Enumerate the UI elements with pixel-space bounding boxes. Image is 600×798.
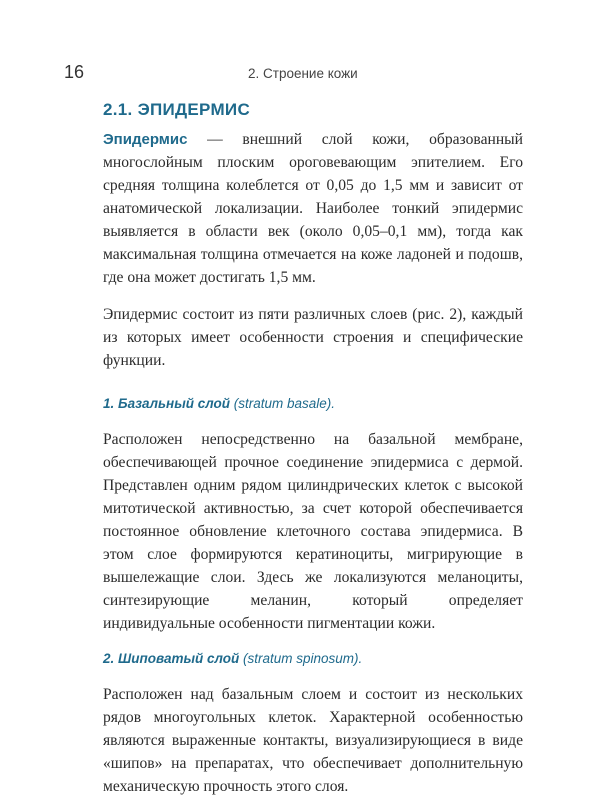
spinous-layer-latin: (stratum spinosum). bbox=[239, 651, 363, 666]
intro-paragraph bbox=[103, 128, 523, 289]
spinous-layer-heading bbox=[103, 649, 523, 669]
intro-term: Эпидермис bbox=[103, 131, 188, 148]
basal-layer-heading bbox=[103, 394, 523, 414]
page-content bbox=[103, 98, 523, 798]
spinous-layer-paragraph: Расположен над базальным слоем и состоит из нескольких рядов многоугольных клеток. Характерной особенностью являются выраженные контакты, визуализирующиеся в виде «шипов» на препаратах, что обеспечивает дополнительную механическую прочность этого слоя. bbox=[103, 686, 523, 795]
running-head: 2. Строение кожи bbox=[248, 66, 358, 81]
spinous-layer-title: 2. Шиповатый слой bbox=[103, 651, 240, 666]
intro-text: — внешний слой кожи, образованный многослойным плоским ороговевающим эпителием. Его средняя толщина колеблется от 0,05 до 1,5 мм и зависит от анатомической локализации. Наиболее тонкий эпидермис выявляется в области век (около 0,05–0,1 мм), тогда как максимальная толщина отмечается на коже ладоней и подошв, где она может достигать 1,5 мм. bbox=[103, 131, 523, 286]
basal-layer-paragraph: Расположен непосредственно на базальной мембране, обеспечивающей прочное соединение эпидермиса с дермой. Представлен одним рядом цилиндрических клеток с высокой митотической активностью, за счет которой обеспечивается постоянное обновление клеточного состава эпидермиса. В этом слое формируются кератиноциты, мигрирующие в вышележащие слои. Здесь же локализуются меланоциты, синтезирующие меланин, который определяет индивидуальные особенности пигментации кожи. bbox=[103, 431, 523, 632]
basal-layer-latin: (stratum basale). bbox=[229, 396, 335, 411]
page-number: 16 bbox=[64, 62, 85, 82]
layers-paragraph: Эпидермис состоит из пяти различных слоев (рис. 2), каждый из которых имеет особенности строения и специфические функции. bbox=[103, 306, 523, 369]
section-title: 2.1. ЭПИДЕРМИС bbox=[103, 100, 251, 119]
basal-layer-title: 1. Базальный слой bbox=[103, 396, 230, 411]
